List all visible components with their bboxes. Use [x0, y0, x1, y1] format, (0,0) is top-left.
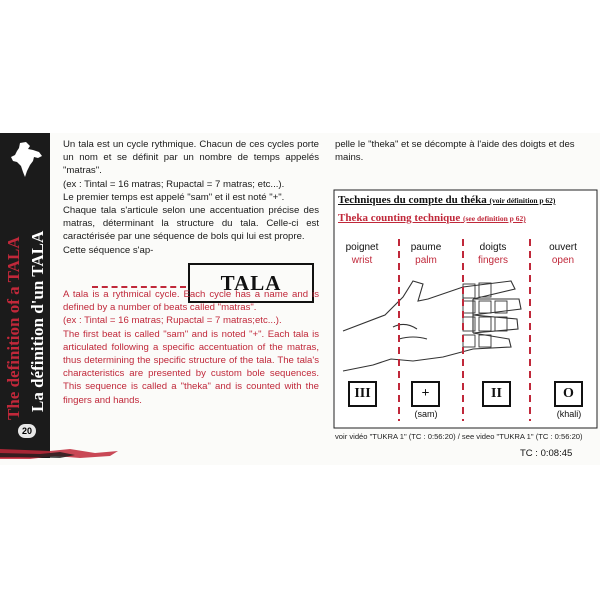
fr-p2: (ex : Tintal = 16 matras; Rupactal = 7 matras; etc...).: [63, 178, 285, 190]
column-palm: [394, 241, 458, 267]
en-p3: The first beat is called "sam" and is noted "+". Each tala is articulated following a specific accentuation of the matras, thus determining the specific structure of the tala. The tala's characteristics are presented by custom bole sequences. This sequence is called a "theka" and is counted with the fingers and hands.: [63, 328, 319, 406]
fr-p1: Un tala est un cycle rythmique. Chacun de ces cycles porte un nom et se définit par un nombre de temps appelés "matras".: [63, 139, 319, 177]
en-p1: A tala is a rythmical cycle. Each cycle has a name and is defined by a number of beats called "matras".: [63, 289, 319, 314]
column-palm-en: palm: [415, 255, 437, 266]
column-open-en: open: [551, 255, 575, 266]
symbol-wrist: III: [348, 381, 377, 407]
en-p2: (ex : Tintal = 16 matras; Rupactal = 7 matras;etc...).: [63, 315, 282, 327]
label-khali: (khali): [556, 409, 582, 419]
column-wrist-en: wrist: [351, 255, 373, 266]
column-palm-fr: paume: [410, 242, 442, 253]
page-number: 20: [18, 424, 36, 438]
sidebar-title-fr: La définition d'un TALA: [28, 230, 47, 412]
column-open-fr: ouvert: [549, 242, 577, 253]
tala-heading-box: TALA: [188, 263, 314, 303]
column-wrist-fr: poignet: [345, 242, 379, 253]
english-paragraph: [63, 288, 319, 407]
symbol-fingers: II: [482, 381, 511, 407]
symbol-sam: +: [411, 381, 440, 407]
sidebar-title-en: The definition of a TALA: [4, 236, 23, 420]
diagram-title-fr: Techniques du compte du théka (voir définition p 62): [338, 194, 556, 206]
video-reference: voir vidéo "TUKRA 1" (TC : 0:56:20) / see video "TUKRA 1" (TC : 0:56:20): [335, 432, 583, 441]
red-brush-strip: [0, 447, 120, 461]
french-paragraph: [63, 138, 319, 257]
right-column-text: pelle le "theka" et se décompte à l'aide des doigts et des mains.: [335, 139, 575, 164]
diagram-title-en: Theka counting technique (see definition p 62): [338, 212, 526, 224]
column-fingers-en: fingers: [477, 255, 508, 266]
column-fingers-fr: doigts: [479, 242, 507, 253]
fr-p5: Cette séquence s'ap-: [63, 244, 154, 256]
column-wrist: [330, 241, 394, 267]
column-fingers: [461, 241, 525, 267]
timecode: TC : 0:08:45: [520, 448, 573, 459]
fr-p3: Le premier temps est appelé "sam" et il est noté "+".: [63, 191, 285, 203]
fr-p4: Chaque tala s'articule selon une accentuation précise des matras, déterminant la structure du tala. Celle-ci est caractérisée par une séquence de bols qui lui est propre.: [63, 205, 319, 243]
column-open: [531, 241, 595, 267]
symbol-khali: O: [554, 381, 583, 407]
india-map-icon: [6, 140, 46, 180]
label-sam: (sam): [414, 409, 438, 419]
